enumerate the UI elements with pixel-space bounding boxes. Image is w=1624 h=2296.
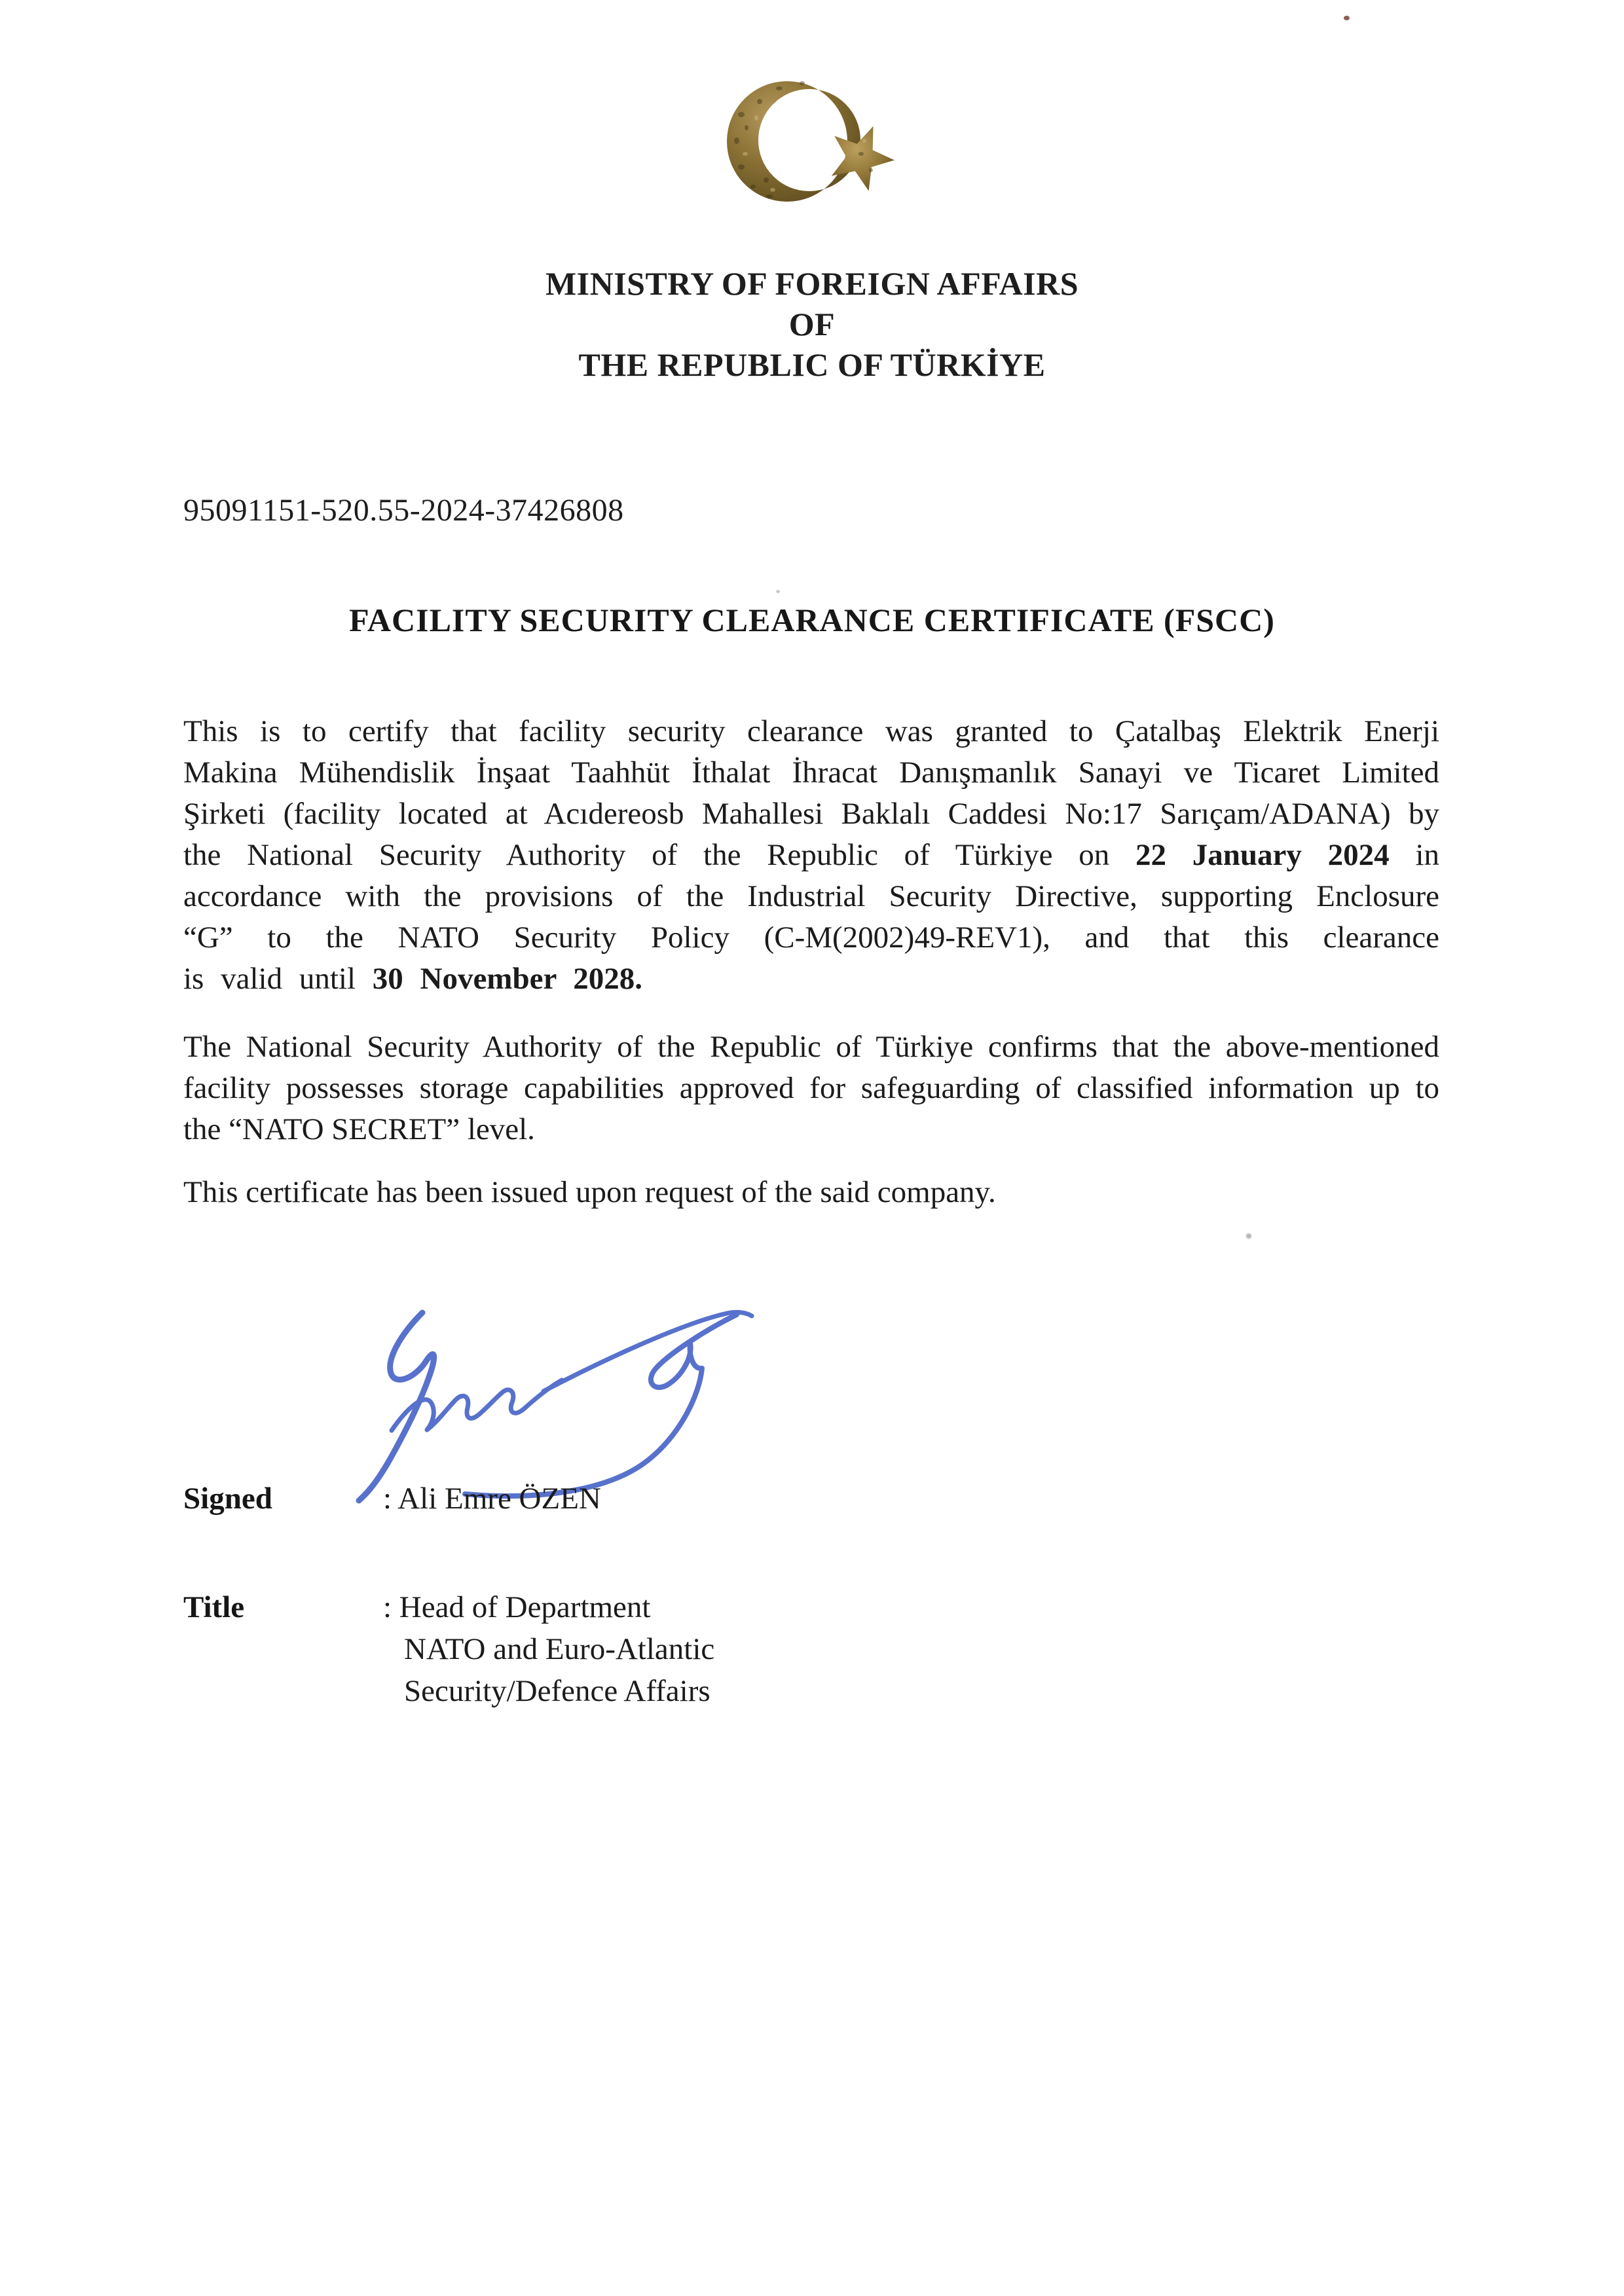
paragraph-line: This certificate has been issued upon request of the said company. <box>183 1175 996 1209</box>
paragraph-certification <box>183 711 1439 1000</box>
reference-number: 95091151-520.55-2024-37426808 <box>183 493 624 528</box>
ministry-of: OF <box>788 306 836 342</box>
scan-speck-top-right <box>1344 16 1350 20</box>
star-and-crescent-icon <box>707 62 904 213</box>
paragraph-line: the National Security Authority of the Republic of Türkiye on 22 January 2024 in <box>183 838 1440 872</box>
title-value-line1: : Head of Department <box>383 1590 651 1624</box>
paragraph-line: This is to certify that facility security clearance was granted to Çatalbaş Elektrik Enerji <box>183 714 1439 748</box>
paragraph-line: is valid until 30 November 2028. <box>183 962 642 996</box>
title-value-line2: NATO and Euro-Atlantic <box>404 1632 715 1666</box>
paragraph-issuance <box>183 1172 1439 1213</box>
ministry-header <box>0 263 1624 385</box>
paragraph-line: the “NATO SECRET” level. <box>183 1112 535 1146</box>
paragraph-line: Şirketi (facility located at Acıdereosb Mahallesi Baklalı Caddesi No:17 Sarıçam/ADANA) by <box>183 797 1439 831</box>
signed-name: : Ali Emre ÖZEN <box>383 1482 601 1516</box>
title-label: Title <box>183 1590 245 1624</box>
title-value-line3: Security/Defence Affairs <box>404 1674 710 1708</box>
scan-speck-middle-right <box>1246 1233 1251 1239</box>
paragraph-storage-confirmation <box>183 1027 1439 1150</box>
paragraph-line: accordance with the provisions of the Industrial Security Directive, supporting Enclosure <box>183 879 1439 913</box>
scan-speck-above-title <box>776 590 780 593</box>
document-title: FACILITY SECURITY CLEARANCE CERTIFICATE (FSCC) <box>349 602 1275 638</box>
signed-label: Signed <box>183 1482 272 1516</box>
paragraph-line: facility possesses storage capabilities approved for safeguarding of classified information up to <box>183 1071 1439 1105</box>
paragraph-line: Makina Mühendislik İnşaat Taahhüt İthalat İhracat Danışmanlık Sanayi ve Ticaret Limited <box>183 756 1439 790</box>
paragraph-line: “G” to the NATO Security Policy (C-M(2002)49-REV1), and that this clearance <box>183 920 1439 955</box>
ministry-country: THE REPUBLIC OF TÜRKİYE <box>578 346 1046 383</box>
ministry-name: MINISTRY OF FOREIGN AFFAIRS <box>545 265 1079 302</box>
paragraph-line: The National Security Authority of the Republic of Türkiye confirms that the above-mentioned <box>183 1030 1439 1064</box>
